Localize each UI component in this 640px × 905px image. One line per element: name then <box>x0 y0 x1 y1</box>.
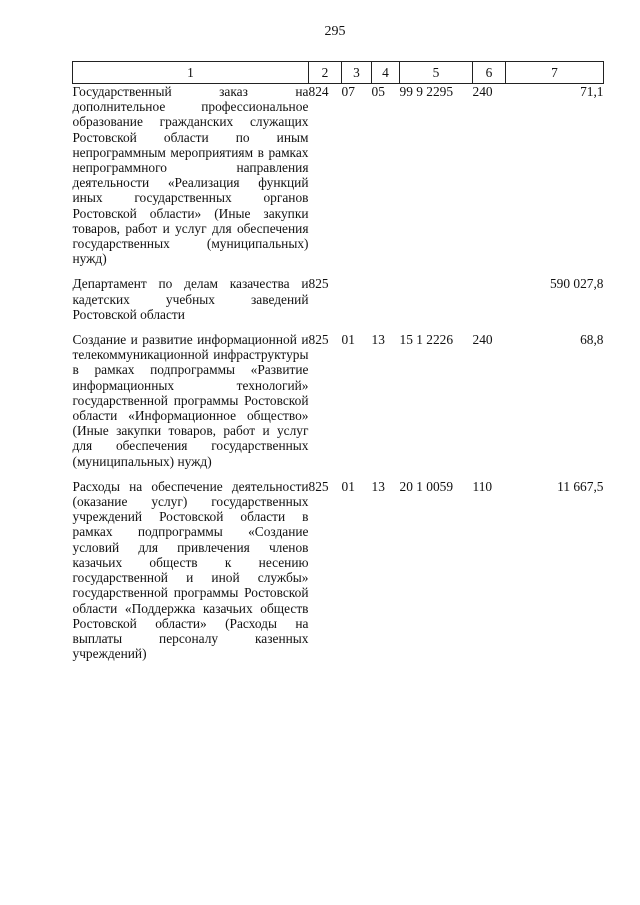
row-cell-6: 240 <box>472 332 493 348</box>
row-cell-5: 99 9 2295 <box>399 84 454 99</box>
header-col-7: 7 <box>506 62 604 84</box>
row-cell-3: 07 <box>341 84 355 99</box>
row-cell-7: 71,1 <box>580 84 604 99</box>
row-cell-2: 825 <box>308 332 329 348</box>
row-description: Департамент по делам казачества и кадетских учебных заведений Ростовской области <box>72 276 309 322</box>
row-cell-5 <box>400 276 473 322</box>
row-cell-4: 05 <box>371 84 385 99</box>
row-description: Расходы на обеспечение деятельности (оказание услуг) государственных учреждений Ростовской области в рамках подпрограммы «Создание условий для привлечения членов казачьих обществ к несению государственной и иной службы» государственной программы Ростовской области «Поддержка казачьих обществ Ростовской области» (Расходы на выплаты персоналу казенных учреждений) <box>72 478 309 662</box>
header-col-5: 5 <box>400 62 473 84</box>
row-cell-3 <box>342 276 372 322</box>
row-cell-2: 824 <box>308 84 329 99</box>
row-cell-7: 11 667,5 <box>557 478 604 494</box>
row-cell-4: 13 <box>371 478 385 494</box>
header-row <box>73 62 604 84</box>
row-cell-6: 240 <box>472 84 493 99</box>
table-row <box>73 479 604 661</box>
row-cell-4: 13 <box>371 332 385 348</box>
row-cell-5: 15 1 2226 <box>399 332 454 348</box>
row-cell-7: 590 027,8 <box>549 276 604 292</box>
header-col-6: 6 <box>473 62 506 84</box>
row-cell-7: 68,8 <box>580 332 604 348</box>
row-description: Создание и развитие информационной и телекоммуникационной инфраструктуры в рамках подпрограммы «Развитие информационных технологий» государственной программы Ростовской области «Информационное общество» (Иные закупки товаров, работ и услуг для обеспечения государственных (муниципальных) нужд) <box>72 332 309 469</box>
page-number: 295 <box>324 24 346 39</box>
budget-table <box>72 61 604 661</box>
row-cell-2: 825 <box>308 478 329 494</box>
header-col-1: 1 <box>73 62 309 84</box>
table-row <box>73 332 604 469</box>
header-col-3: 3 <box>342 62 372 84</box>
table-row <box>73 276 604 322</box>
row-cell-6 <box>473 276 506 322</box>
header-col-4: 4 <box>372 62 400 84</box>
row-cell-2: 825 <box>308 276 329 292</box>
row-cell-5: 20 1 0059 <box>399 478 454 494</box>
row-cell-3: 01 <box>341 478 355 494</box>
table-row <box>73 84 604 267</box>
row-cell-4 <box>372 276 400 322</box>
row-cell-6: 110 <box>472 478 493 494</box>
header-col-2: 2 <box>309 62 342 84</box>
row-description: Государственный заказ на дополнительное профессиональное образование гражданских служащих Ростовской области по иным непрограммным мероприятиям в рамках непрограммного направления деятельности «Реализация функций иных государственных органов Ростовской области» (Иные закупки товаров, работ и услуг для обеспечения государственных (муниципальных) нужд) <box>72 84 309 267</box>
row-cell-3: 01 <box>341 332 355 348</box>
